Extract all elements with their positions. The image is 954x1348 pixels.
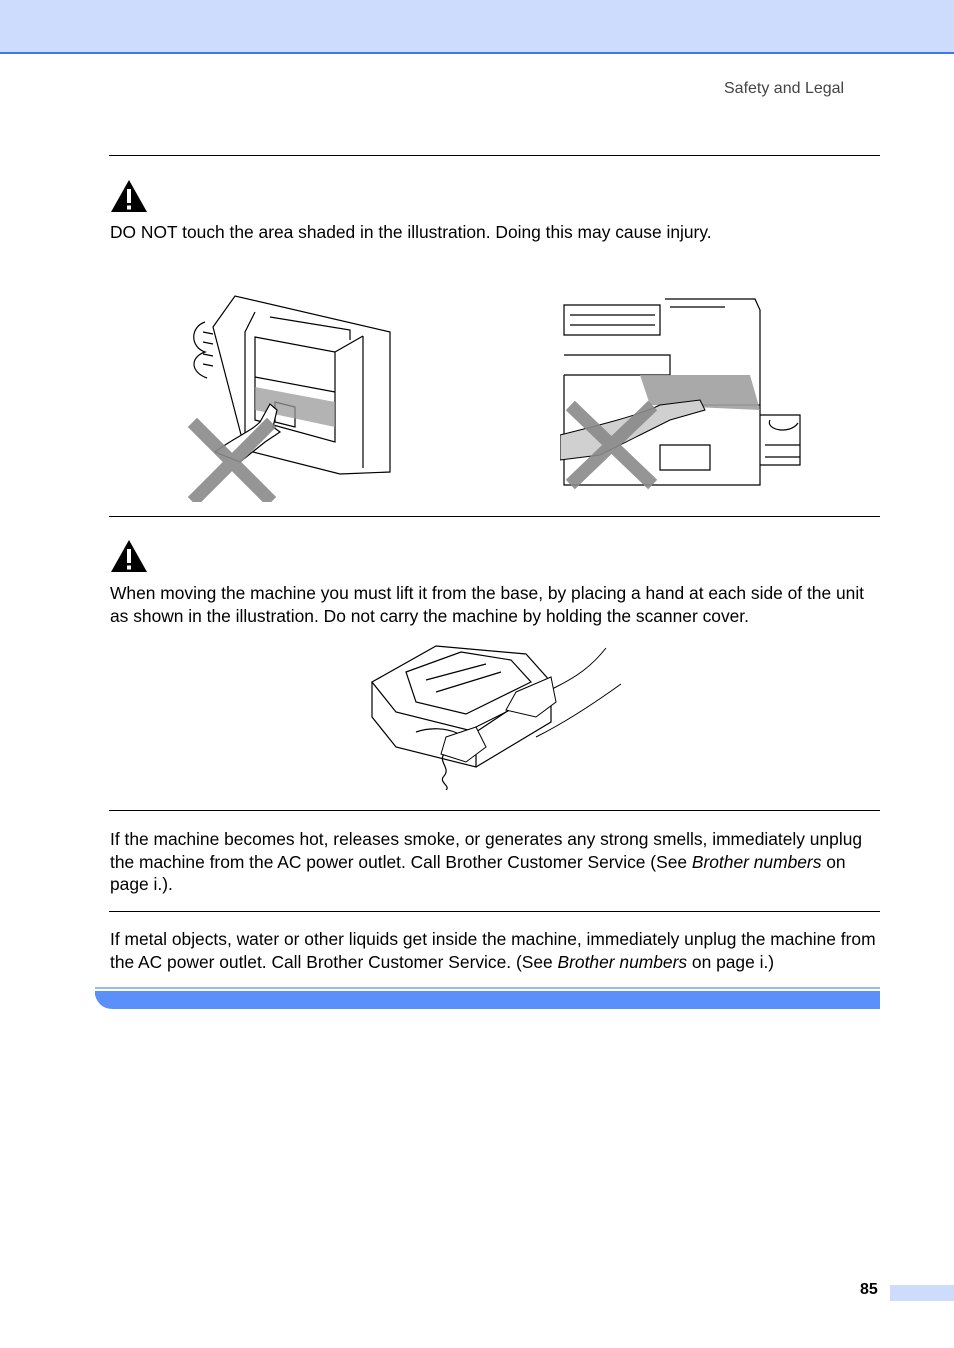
- warning-text-moving: When moving the machine you must lift it from the base, by placing a hand at each side of the unit as shown in the illustration. Do not carry the machine by holding the scanner cover.: [110, 583, 865, 626]
- brother-numbers-link[interactable]: Brother numbers: [691, 851, 822, 872]
- illustration-open-machine: [185, 292, 395, 502]
- notice-text: If metal objects, water or other liquids get inside the machine, immediately unplug the machine from the AC power outlet. Call Brother Customer Service. (See: [110, 929, 876, 972]
- section-end-band: [95, 987, 880, 1009]
- section-divider: [109, 810, 880, 811]
- notice-text-liquids: [110, 928, 882, 973]
- top-header-band: [0, 0, 954, 54]
- notice-text: on page i.).: [110, 851, 846, 894]
- warning-triangle-icon: [109, 178, 149, 214]
- section-divider: [109, 911, 880, 912]
- illustration-machine-side-view: [560, 295, 810, 490]
- brother-numbers-link[interactable]: Brother numbers: [557, 951, 688, 972]
- illustration-carrying-machine: [366, 642, 626, 790]
- notice-text: If the machine becomes hot, releases smoke, or generates any strong smells, immediately unplug the machine from the AC power outlet. Call Brother Customer Service (See: [110, 829, 863, 872]
- notice-text: on page i.): [687, 951, 775, 972]
- warning-text-touch: DO NOT touch the area shaded in the illustration. Doing this may cause injury.: [110, 222, 712, 242]
- section-divider: [109, 155, 880, 156]
- section-header-title: Safety and Legal: [724, 80, 845, 97]
- warning-triangle-icon: [109, 538, 149, 574]
- notice-text-hot-smoke: [110, 828, 882, 896]
- page-number: 85: [860, 1281, 878, 1298]
- page-tab: [890, 1285, 954, 1301]
- section-divider: [109, 516, 880, 517]
